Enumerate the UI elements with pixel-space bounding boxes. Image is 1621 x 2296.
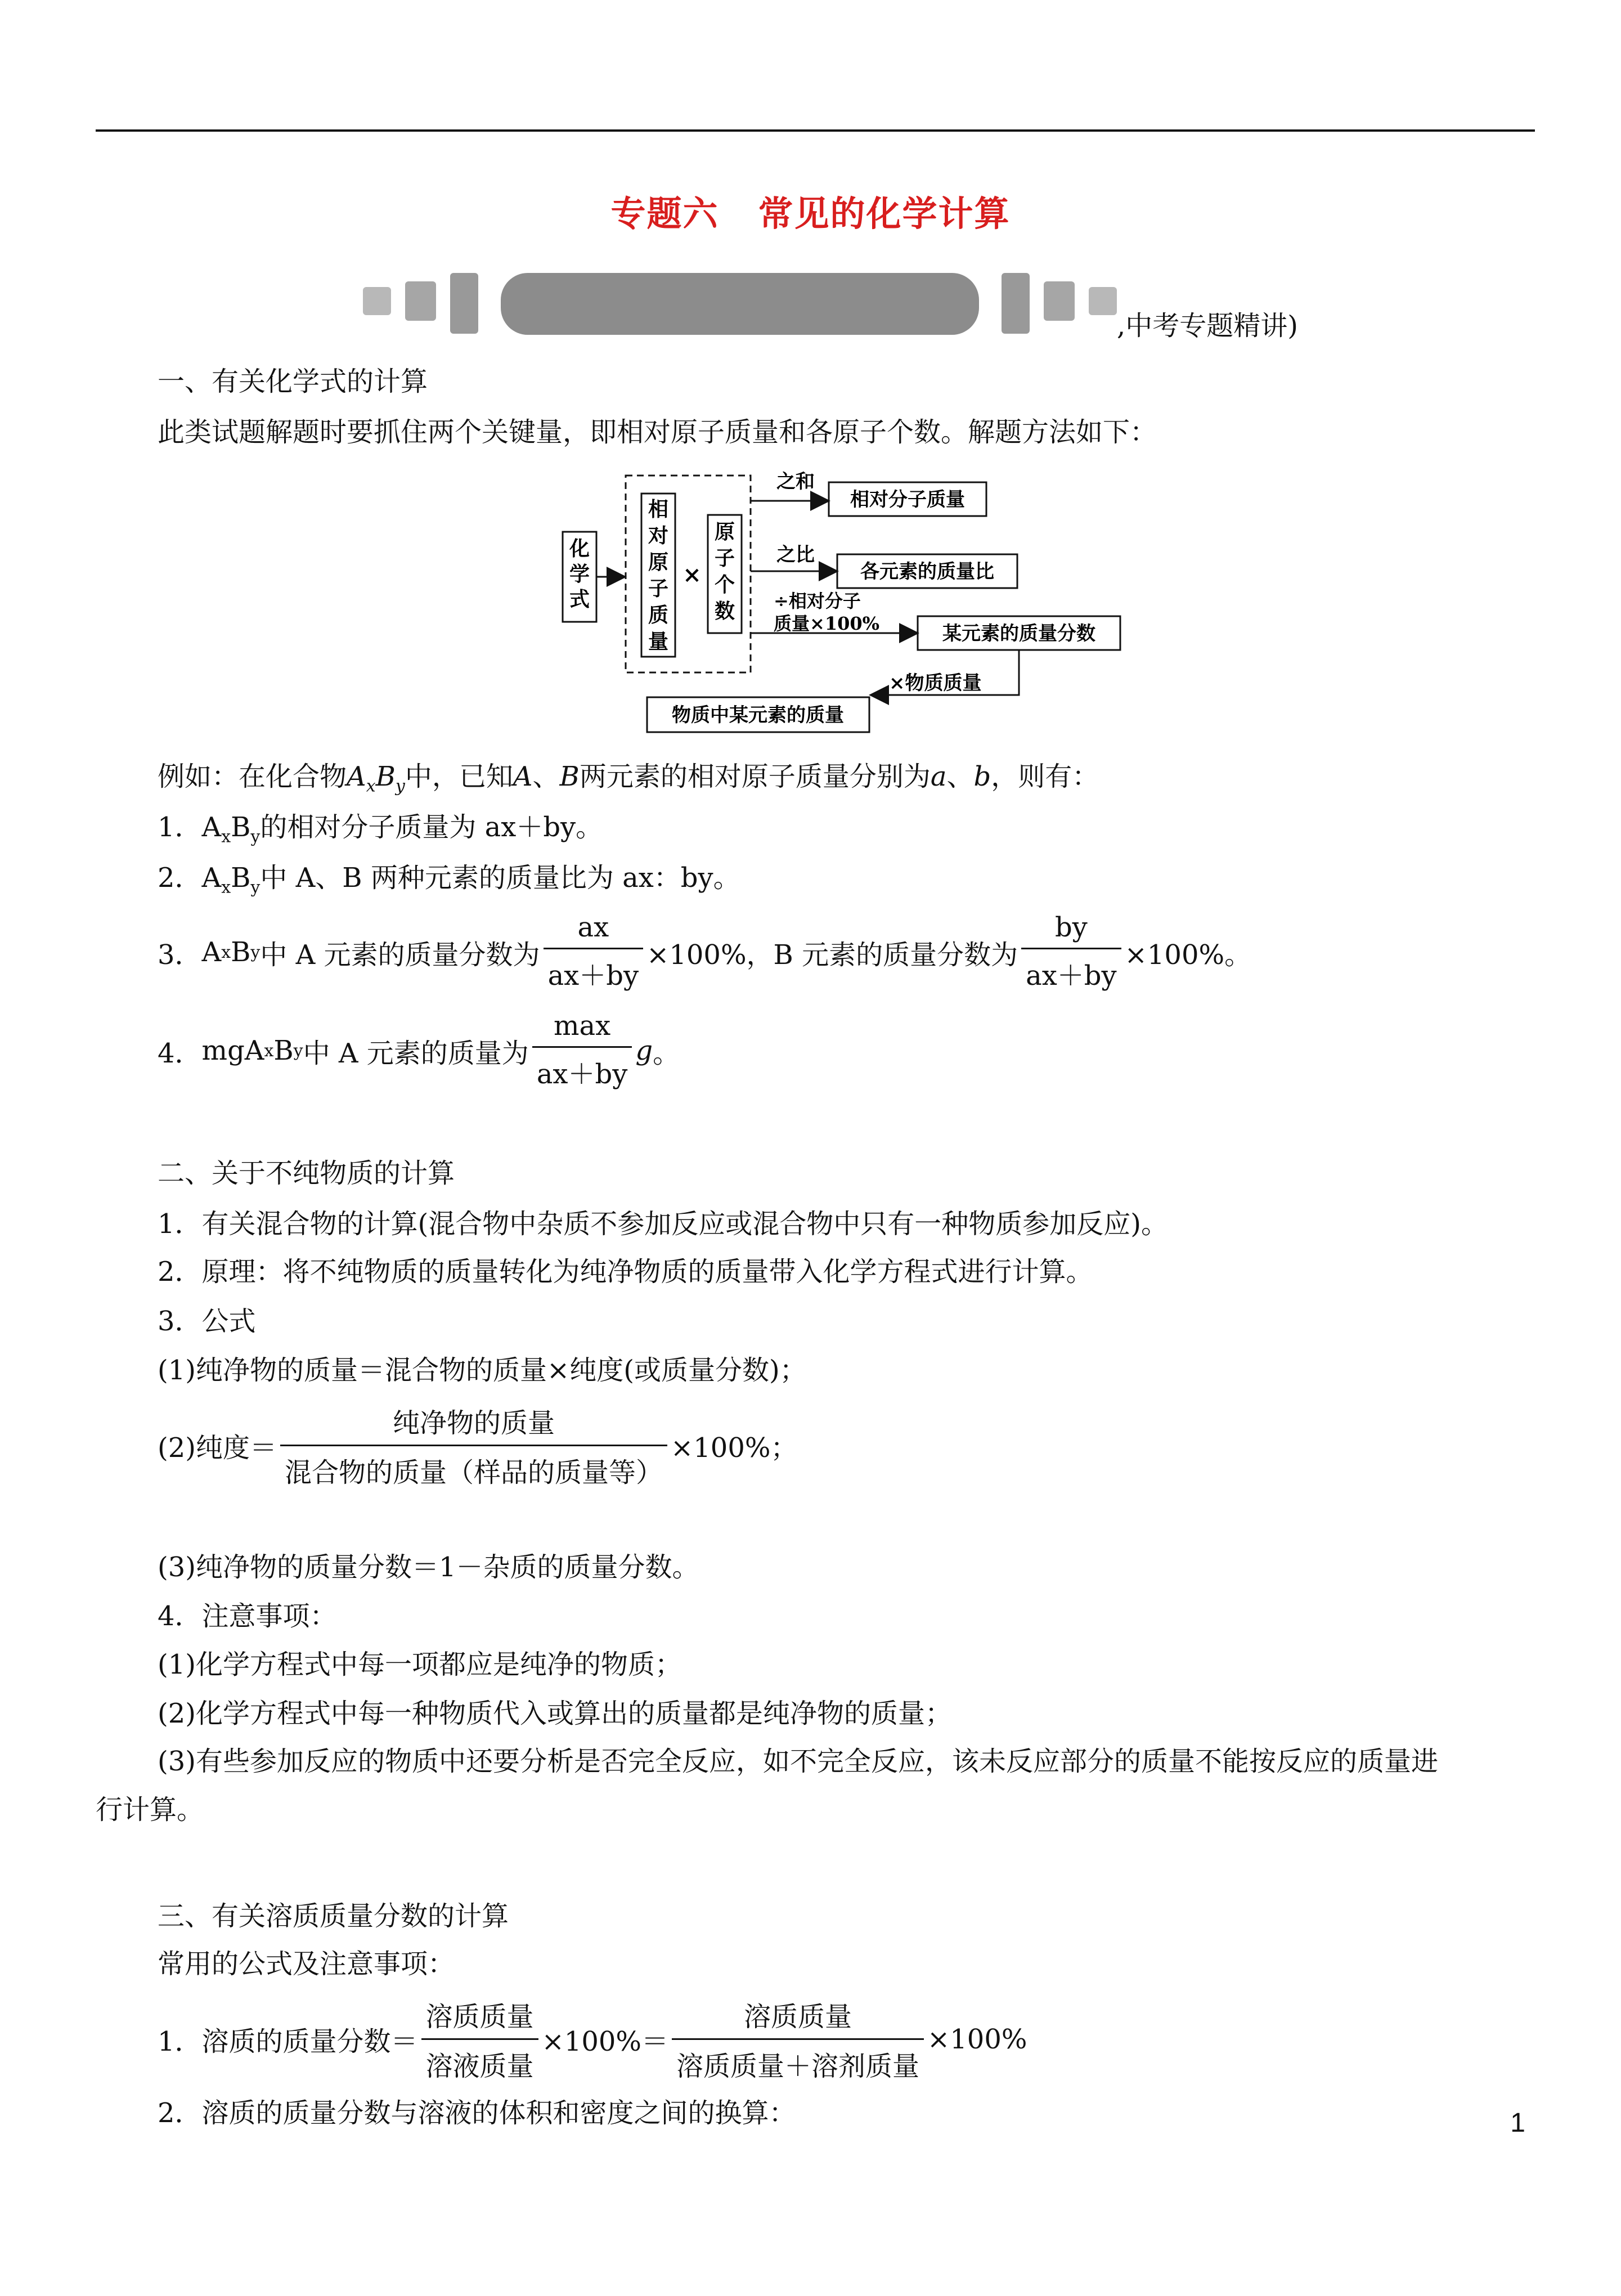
example-line xyxy=(158,760,1099,804)
banner-deco-right-tall xyxy=(1002,273,1030,334)
page-title xyxy=(0,186,1621,236)
banner-main-bar xyxy=(501,273,979,335)
svg-text:量: 量 xyxy=(648,630,669,653)
divide-label-1: ÷相对分子 xyxy=(774,590,861,612)
svg-text:原: 原 xyxy=(714,520,735,544)
item4-a: A xyxy=(244,1035,264,1066)
svg-text:子: 子 xyxy=(648,577,669,600)
mass-fraction-formula xyxy=(158,1995,1027,2083)
example-element-a: A xyxy=(513,761,533,792)
mass-fraction-frac-1-num: 溶质质量 xyxy=(425,2001,534,2033)
section3-heading: 三、有关溶质质量分数的计算 xyxy=(158,1900,509,1932)
purity-fraction-num: 纯净物的质量 xyxy=(393,1407,555,1439)
item4-fraction-num: max xyxy=(553,1010,611,1042)
example-value-b: b xyxy=(973,761,991,792)
item1-sub-x: x xyxy=(221,827,231,847)
rel-atomic-mass-label xyxy=(648,497,668,653)
item3-fraction-a-den: ax＋by xyxy=(544,948,644,993)
formula-box-char-1: 化 xyxy=(569,537,590,560)
section2-p10: (3)有些参加反应的物质中还要分析是否完全反应，如不完全反应，该未反应部分的质量不能按反应的质量进 xyxy=(158,1746,1438,1777)
item1-b: B xyxy=(231,811,251,843)
purity-formula-pre: (2)纯度＝ xyxy=(158,1432,277,1464)
item2-text: 中 A、B 两种元素的质量比为 ax：by。 xyxy=(260,862,740,894)
item1-number: 1． xyxy=(158,811,202,843)
formula-box-char-3: 式 xyxy=(569,588,590,611)
item2 xyxy=(158,861,740,905)
example-text-c: 两元素的相对原子质量分别为 xyxy=(579,761,931,792)
formula-box-char-2: 学 xyxy=(569,562,590,586)
svg-text:原: 原 xyxy=(648,550,669,574)
example-compound-b: B xyxy=(375,761,396,792)
header-rule xyxy=(96,129,1535,132)
purity-formula-post: ×100%； xyxy=(671,1432,798,1464)
item4-number: 4． xyxy=(158,1037,202,1069)
mass-fraction-label: 某元素的质量分数 xyxy=(942,622,1095,645)
svg-text:质: 质 xyxy=(648,603,669,627)
item4-fraction-den: ax＋by xyxy=(532,1046,632,1091)
banner-deco-left-mid xyxy=(405,281,436,321)
example-text-b: 中，已知 xyxy=(405,761,513,792)
example-text-a: 例如：在化合物 xyxy=(158,761,347,792)
mass-ratio-label: 各元素的质量比 xyxy=(860,560,994,583)
banner-deco-right-mid xyxy=(1044,281,1075,321)
section1-heading: 一、有关化学式的计算 xyxy=(158,366,428,397)
page-number: 1 xyxy=(1510,2108,1525,2138)
section2-heading: 二、关于不纯物质的计算 xyxy=(158,1158,455,1189)
rel-molecular-mass-label: 相对分子质量 xyxy=(850,488,965,511)
item1-sub-y: y xyxy=(250,827,261,847)
mass-fraction-frac-1-den: 溶液质量 xyxy=(421,2038,538,2083)
svg-text:相: 相 xyxy=(648,497,669,521)
mass-fraction-frac-2-num: 溶质质量 xyxy=(744,2001,852,2033)
example-value-a: a xyxy=(930,761,947,792)
section2-p2: 2．原理：将不纯物质的质量转化为纯净物质的质量带入化学方程式进行计算。 xyxy=(158,1256,1093,1288)
sum-label: 之和 xyxy=(776,470,815,493)
mass-fraction-formula-mid: ×100%＝ xyxy=(541,2026,669,2057)
section2-p3: 3．公式 xyxy=(158,1306,256,1337)
item3-number: 3． xyxy=(158,939,202,971)
mass-fraction-frac-1 xyxy=(421,1995,538,2083)
banner-deco-right-small xyxy=(1089,287,1117,315)
item3-fraction-a xyxy=(544,912,644,993)
item3-fraction-b-num: by xyxy=(1054,912,1088,943)
item2-b: B xyxy=(231,862,251,894)
item3 xyxy=(158,912,1251,993)
section3-p2: 2．溶质的质量分数与溶液的体积和密度之间的换算： xyxy=(158,2097,796,2129)
section2-p1: 1．有关混合物的计算(混合物中杂质不参加反应或混合物中只有一种物质参加反应)。 xyxy=(158,1208,1168,1240)
item1-a: A xyxy=(201,811,222,843)
atom-count-label xyxy=(715,520,735,623)
mass-fraction-frac-2 xyxy=(672,1995,924,2083)
item2-sub-y: y xyxy=(250,877,261,898)
section2-p7: 4．注意事项： xyxy=(158,1600,337,1632)
mass-fraction-formula-post: ×100% xyxy=(927,2023,1027,2055)
formula-calculation-diagram xyxy=(557,470,1131,740)
item3-fraction-a-num: ax xyxy=(577,912,609,943)
section2-p6: (3)纯净物的质量分数＝1－杂质的质量分数。 xyxy=(158,1551,699,1583)
svg-text:子: 子 xyxy=(714,546,735,570)
example-text-d: ，则有： xyxy=(991,761,1099,792)
svg-text:个: 个 xyxy=(714,573,735,597)
banner-caption: ,中考专题精讲) xyxy=(1117,310,1298,342)
example-comma-2: 、 xyxy=(946,761,974,792)
item1-text: 的相对分子质量为 ax＋by。 xyxy=(260,811,603,843)
mass-fraction-frac-2-den: 溶质质量＋溶剂质量 xyxy=(672,2038,924,2083)
section3-intro: 常用的公式及注意事项： xyxy=(158,1948,455,1980)
item3-fraction-b xyxy=(1021,912,1121,993)
divide-label-2: 质量×100% xyxy=(774,613,880,634)
section2-p4: (1)纯净物的质量＝混合物的质量×纯度(或质量分数)； xyxy=(158,1355,807,1386)
item1 xyxy=(158,810,603,854)
item3-b: B xyxy=(231,936,251,968)
item2-number: 2． xyxy=(158,862,202,894)
ratio-label: 之比 xyxy=(776,544,815,566)
item4 xyxy=(158,1010,680,1091)
section1-intro: 此类试题解题时要抓住两个关键量，即相对原子质量和各原子个数。解题方法如下： xyxy=(158,416,1157,448)
purity-fraction-den: 混合物的质量（样品的质量等） xyxy=(280,1445,667,1490)
purity-formula xyxy=(158,1401,797,1490)
banner-deco-left-small xyxy=(363,287,391,315)
item4-text-a: 中 A 元素的质量为 xyxy=(303,1037,529,1069)
item4-unit-g: g xyxy=(635,1035,653,1066)
item4-sub-x: x xyxy=(264,1041,274,1061)
item4-fraction xyxy=(532,1010,632,1091)
svg-text:数: 数 xyxy=(714,599,735,623)
multiply-mass-label: ×物质质量 xyxy=(889,672,982,694)
item3-text-a: 中 A 元素的质量分数为 xyxy=(260,939,540,971)
example-sub-y: y xyxy=(395,776,405,796)
title-topic: 专题六 xyxy=(610,193,719,234)
example-compound-a: A xyxy=(347,761,366,792)
item4-mg: mg xyxy=(201,1035,245,1066)
item4-b: B xyxy=(273,1035,294,1066)
item4-end: 。 xyxy=(653,1037,680,1069)
item3-sub-y: y xyxy=(250,942,261,962)
element-mass-label: 物质中某元素的质量 xyxy=(672,704,844,727)
example-comma: 、 xyxy=(532,761,560,792)
banner-deco-left-tall xyxy=(450,273,478,334)
purity-fraction xyxy=(280,1401,667,1490)
example-sub-x: x xyxy=(366,776,376,796)
svg-text:对: 对 xyxy=(648,524,669,548)
title-subject: 常见的化学计算 xyxy=(758,193,1011,234)
mass-fraction-formula-pre: 1．溶质的质量分数＝ xyxy=(158,2026,418,2057)
section-banner xyxy=(0,270,1621,343)
item3-text-b: ×100%，B 元素的质量分数为 xyxy=(646,939,1018,971)
example-element-b: B xyxy=(559,761,580,792)
item3-text-c: ×100%。 xyxy=(1124,939,1252,971)
item2-a: A xyxy=(201,862,222,894)
section2-p8: (1)化学方程式中每一项都应是纯净的物质； xyxy=(158,1649,682,1680)
item3-a: A xyxy=(201,936,222,968)
section2-p9: (2)化学方程式中每一种物质代入或算出的质量都是纯净物的质量； xyxy=(158,1698,952,1729)
section2-p10-cont: 行计算。 xyxy=(96,1794,204,1826)
item4-sub-y: y xyxy=(293,1041,303,1061)
item3-sub-x: x xyxy=(221,942,231,962)
item2-sub-x: x xyxy=(221,877,231,898)
item3-fraction-b-den: ax＋by xyxy=(1021,948,1121,993)
times-symbol: × xyxy=(682,562,702,588)
